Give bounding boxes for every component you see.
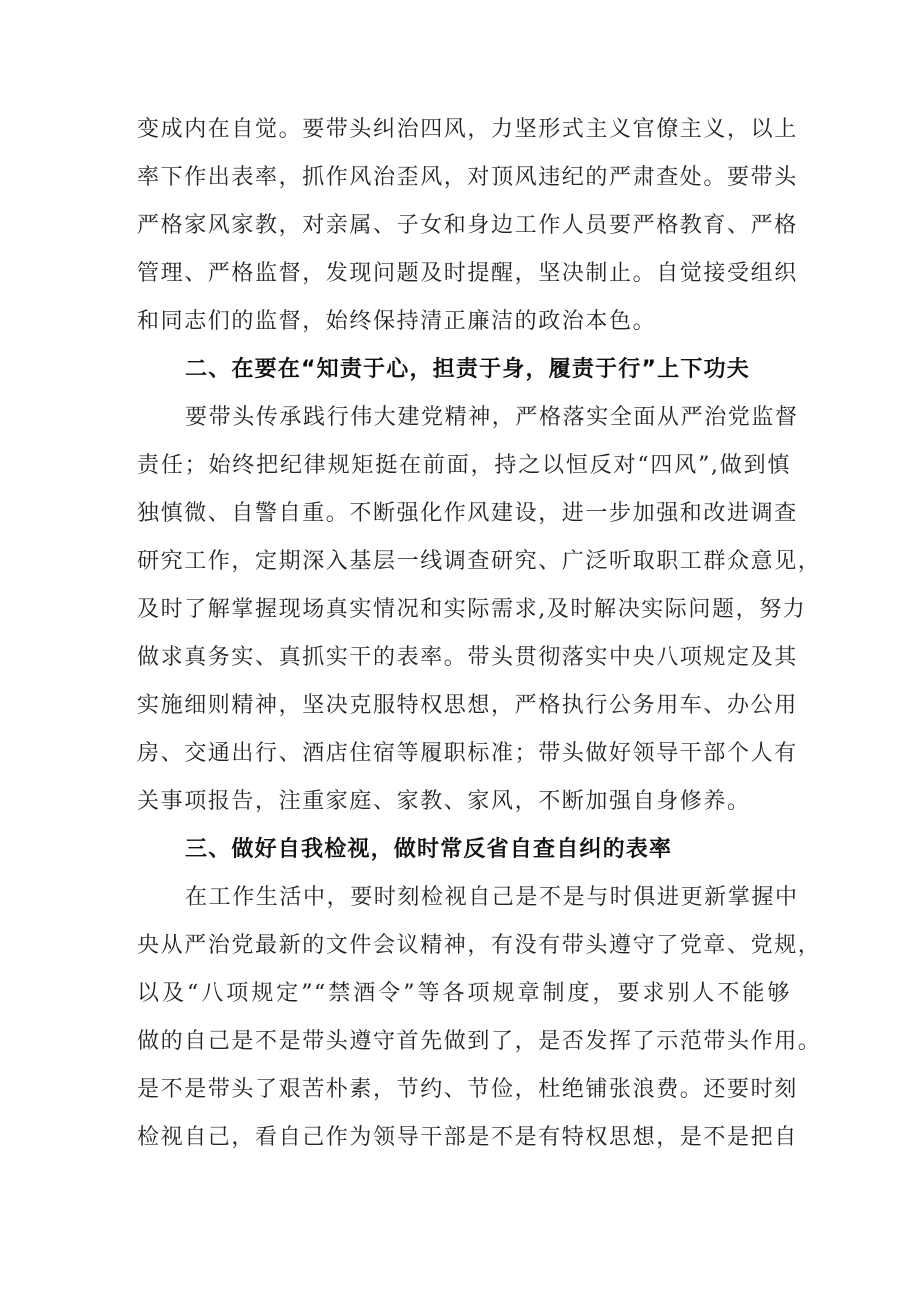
text-line: 变成内在自觉。要带头纠治四风，力坚形式主义官僚主义，以上 bbox=[137, 117, 798, 142]
text-line: 严格家风家教，对亲属、子女和身边工作人员要严格教育、严格 bbox=[137, 213, 798, 238]
text-line: 关事项报告，注重家庭、家教、家风，不断加强自身修养。 bbox=[137, 789, 751, 814]
document-body bbox=[137, 106, 822, 1162]
section-heading-2: 二、在要在“知责于心，担责于身，履责于行”上下功夫 bbox=[185, 357, 750, 382]
text-line: 责任；始终把纪律规矩挺在前面，持之以恒反对“四风”,做到慎 bbox=[137, 453, 791, 478]
text-line: 房、交通出行、酒店住宿等履职标准；带头做好领导干部个人有 bbox=[137, 741, 798, 766]
text-line: 及时了解掌握现场真实情况和实际需求,及时解决实际问题，努力 bbox=[137, 597, 807, 622]
paragraph-3 bbox=[137, 874, 822, 1162]
section-heading-3: 三、做好自我检视，做时常反省自查自纠的表率 bbox=[185, 837, 673, 862]
text-line: 实施细则精神，坚决克服特权思想，严格执行公务用车、办公用 bbox=[137, 693, 798, 718]
paragraph-2 bbox=[137, 394, 822, 826]
text-line: 和同志们的监督，始终保持清正廉洁的政治本色。 bbox=[137, 309, 657, 334]
text-line: 要带头传承践行伟大建党精神，严格落实全面从严治党监督 bbox=[185, 405, 799, 430]
text-line: 检视自己，看自己作为领导干部是不是有特权思想，是不是把自 bbox=[137, 1125, 798, 1150]
paragraph-1 bbox=[137, 106, 798, 346]
text-line: 研究工作，定期深入基层一线调查研究、广泛听取职工群众意见， bbox=[137, 549, 822, 574]
text-line: 在工作生活中，要时刻检视自己是不是与时俱进更新掌握中 bbox=[185, 885, 799, 910]
text-line: 以及“八项规定”“禁酒令”等各项规章制度，要求别人不能够 bbox=[137, 981, 791, 1006]
text-line: 是不是带头了艰苦朴素，节约、节俭，杜绝铺张浪费。还要时刻 bbox=[137, 1077, 798, 1102]
text-line: 央从严治党最新的文件会议精神，有没有带头遵守了党章、党规， bbox=[137, 933, 822, 958]
text-line: 率下作出表率，抓作风治歪风，对顶风违纪的严肃查处。要带头 bbox=[137, 165, 798, 190]
text-line: 做求真务实、真抓实干的表率。带头贯彻落实中央八项规定及其 bbox=[137, 645, 798, 670]
text-line: 管理、严格监督，发现问题及时提醒，坚决制止。自觉接受组织 bbox=[137, 261, 798, 286]
text-line: 独慎微、自警自重。不断强化作风建设，进一步加强和改进调查 bbox=[137, 501, 798, 526]
text-line: 做的自己是不是带头遵守首先做到了，是否发挥了示范带头作用。 bbox=[137, 1029, 822, 1054]
